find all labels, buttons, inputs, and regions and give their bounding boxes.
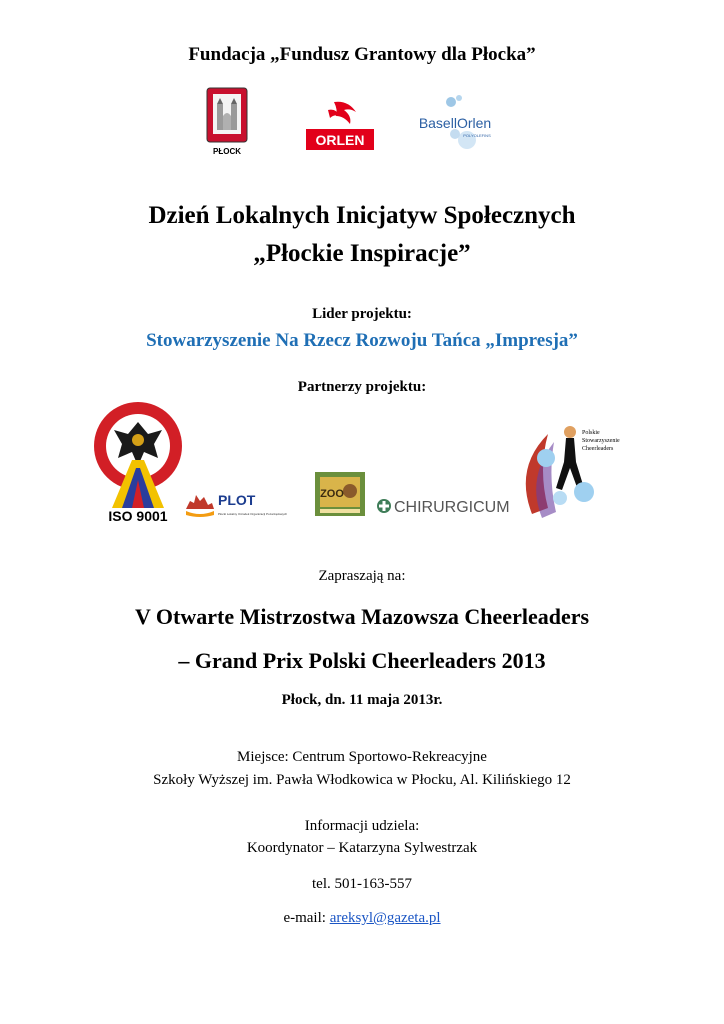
email-link[interactable]: areksyl@gazeta.pl	[329, 910, 441, 926]
plock-logo-text: PŁOCK	[213, 147, 241, 156]
leader-organization: Stowarzyszenie Na Rzecz Rozwoju Tańca „Impresja”	[146, 330, 578, 351]
email-label: e-mail:	[283, 910, 330, 926]
szkola-wyzsza-iso-logo	[92, 400, 184, 525]
coordinator-name: Koordynator – Katarzyna Sylwestrzak	[246, 840, 478, 856]
plot-logo-text: PLOT	[218, 492, 256, 508]
plock-coat-of-arms-icon	[203, 86, 251, 158]
event-title: V Otwarte Mistrzostwa Mazowsza Cheerleaders	[134, 604, 590, 629]
zoo-logo	[314, 471, 366, 517]
cheer-logo-line-1: Polskie	[582, 430, 600, 436]
chirurgicum-logo	[376, 496, 512, 516]
event-subtitle: – Grand Prix Polski Cheerleaders 2013	[178, 648, 546, 673]
email-line	[0, 910, 724, 927]
basell-orlen-logo	[405, 90, 505, 150]
partners-label: Partnerzy projektu:	[297, 379, 427, 395]
leader-label: Lider projektu:	[312, 306, 412, 322]
event-date: Płock, dn. 11 maja 2013r.	[281, 692, 443, 708]
foundation-name: Fundacja „Fundusz Grantowy dla Płocka”	[188, 44, 536, 65]
chirurgicum-logo-text: CHIRURGICUM	[394, 499, 510, 516]
plot-logo-subtext: Płocki Lokalny Ośrodek Organizacji Pozarządowych	[218, 512, 288, 516]
invite-text: Zapraszają na:	[318, 568, 406, 584]
contact-label: Informacji udziela:	[304, 818, 420, 834]
orlen-eagle-logo	[304, 96, 376, 152]
cheer-logo-line-2: Stowarzyszenie	[582, 438, 620, 444]
zoo-logo-text: ZOO	[320, 488, 344, 500]
plot-logo	[184, 487, 288, 519]
event-day-title: Dzień Lokalnych Inicjatyw Społecznych	[148, 202, 576, 229]
cheerleaders-association-logo	[518, 418, 630, 524]
venue-line-1: Miejsce: Centrum Sportowo-Rekreacyjne	[237, 749, 487, 765]
basell-logo-subtext: POLYOLEFINS	[463, 133, 491, 138]
iso-logo-text: ISO 9001	[108, 508, 168, 524]
event-day-subtitle: „Płockie Inspiracje”	[253, 240, 471, 267]
cheer-logo-line-3: Cheerleaders	[582, 446, 614, 452]
orlen-logo-text: ORLEN	[315, 132, 365, 148]
basell-logo-text: BasellOrlen	[418, 115, 492, 131]
venue-line-2: Szkoły Wyższej im. Pawła Włodkowica w Płocku, Al. Kilińskiego 12	[153, 772, 571, 788]
phone-number: tel. 501-163-557	[312, 876, 412, 892]
